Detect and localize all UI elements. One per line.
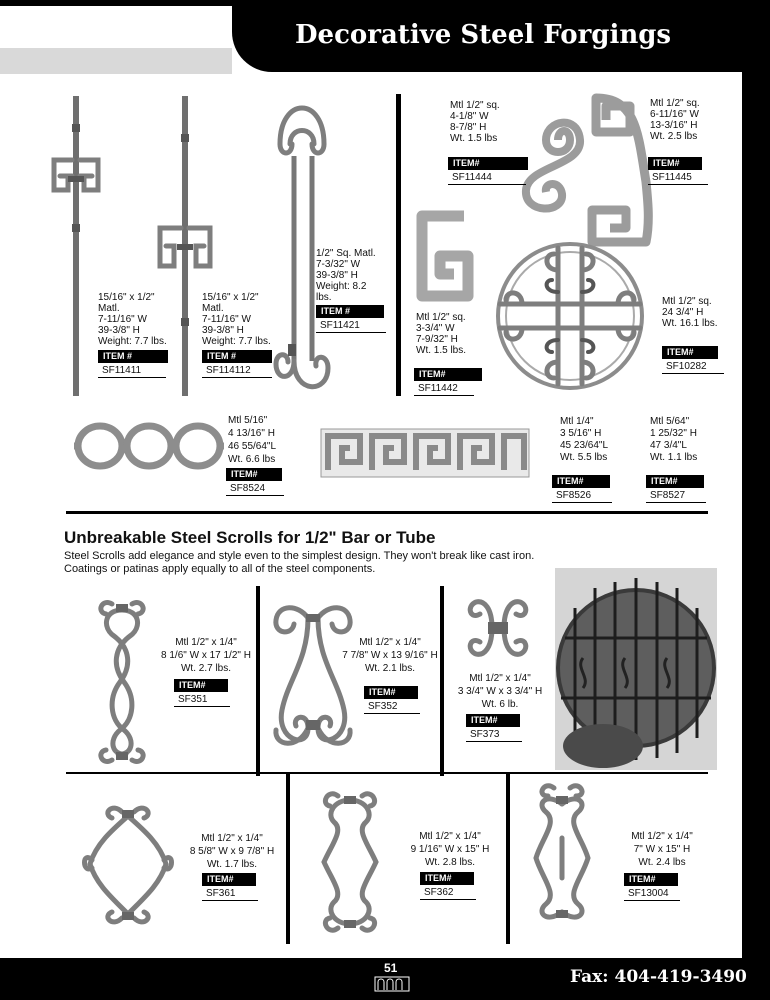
right-border [742,0,770,1000]
sf10282-spec: Mtl 1/2" sq. 24 3/4" H Wt. 16.1 lbs. [662,296,718,329]
sf114112-item-label: ITEM # [202,350,272,363]
section-title: Unbreakable Steel Scrolls for 1/2" Bar or Tube [64,528,436,547]
medallion-sf10282-image [488,240,652,392]
sf11444-item-code: SF11444 [448,171,526,185]
sf362-item-code: SF362 [420,886,476,900]
scroll-sf362-image [310,784,390,940]
sf11421-spec: 1/2" Sq. Matl. 7-3/32" W 39-3/8" H Weight: 8.2 lbs. [316,248,376,303]
divider-vertical-low-2 [506,774,510,944]
sf11411-item-label: ITEM # [98,350,168,363]
scroll-sf352-image [268,600,358,756]
sf352-item-label: ITEM# [364,686,418,699]
ring-chain-sf8524-image [74,420,224,472]
sf8527-item-label: ITEM# [646,475,704,488]
sf11411-item-code: SF11411 [98,364,166,378]
sf13004-item-label: ITEM# [624,873,678,886]
scroll-sf11442-image [412,196,476,306]
scroll-sf351-image [90,596,154,768]
section-description: Steel Scrolls add elegance and style even to the simplest design. They won't break like cast iron. Coatings or patinas apply equally to all of the steel components. [64,550,535,575]
sf11445-item-label: ITEM# [648,157,702,170]
footer-logo-icon [374,976,410,992]
sf11421-item-label: ITEM # [316,305,384,318]
baluster-sf11421-image [272,96,332,396]
divider-horizontal-mid [66,772,708,774]
page-title: Decorative Steel Forgings [295,20,672,50]
header-gray-band [0,48,232,74]
sf362-item-label: ITEM# [420,872,474,885]
sf10282-item-label: ITEM# [662,346,718,359]
baluster-sf11411-image [46,96,106,396]
sf11421-item-code: SF11421 [316,319,386,333]
sf11444-spec: Mtl 1/2" sq. 4-1/8" W 8-7/8" H Wt. 1.5 lbs [450,100,500,144]
sf351-item-label: ITEM# [174,679,228,692]
sf11445-spec: Mtl 1/2" sq. 6-11/16" W 13-3/16" H Wt. 2.5 lbs [650,98,700,142]
greek-key-sf8526-image [320,428,530,478]
sf13004-item-code: SF13004 [624,887,680,901]
sf8524-item-code: SF8524 [226,482,284,496]
circular-window-photo [555,568,717,770]
sf11442-item-code: SF11442 [414,382,474,396]
sf352-spec: Mtl 1/2" x 1/4" 7 7/8" W x 13 9/16" H Wt. 2.1 lbs. [342,637,438,674]
page-number: 51 [384,961,398,975]
divider-horizontal-top [66,511,708,514]
sf8526-item-label: ITEM# [552,475,610,488]
sf11444-item-label: ITEM# [448,157,528,170]
sf373-spec: Mtl 1/2" x 1/4" 3 3/4" W x 3 3/4" H Wt. 6 lb. [457,673,543,710]
sf11442-item-label: ITEM# [414,368,482,381]
sf8526-spec: Mtl 1/4" 3 5/16" H 45 23/64"L Wt. 5.5 lbs [560,416,609,463]
sf8527-spec: Mtl 5/64" 1 25/32" H 47 3/4"L Wt. 1.1 lbs [650,416,698,463]
sf11445-item-code: SF11445 [648,171,708,185]
scroll-sf13004-image [522,778,602,938]
sf114112-spec: 15/16" x 1/2" Matl. 7-11/16" W 39-3/8" H Weight: 7.7 lbs. [202,292,271,347]
divider-vertical-mid-1 [256,586,260,776]
sf13004-spec: Mtl 1/2" x 1/4" 7" W x 15" H Wt. 2.4 lbs [631,831,693,868]
divider-vertical-mid-2 [440,586,444,776]
sf361-item-code: SF361 [202,887,258,901]
divider-vertical-low-1 [286,774,290,944]
sf10282-item-code: SF10282 [662,360,724,374]
sf351-item-code: SF351 [174,693,230,707]
sf11411-spec: 15/16" x 1/2" Matl. 7-11/16" W 39-3/8" H Weight: 7.7 lbs. [98,292,167,347]
sf8526-item-code: SF8526 [552,489,612,503]
sf114112-item-code: SF114112 [202,364,272,378]
divider-vertical-top [396,94,401,396]
sf362-spec: Mtl 1/2" x 1/4" 9 1/16" W x 15" H Wt. 2.8 lbs. [410,831,490,868]
sf11442-spec: Mtl 1/2" sq. 3-3/4" W 7-9/32" H Wt. 1.5 lbs. [416,312,467,356]
scroll-sf361-image [82,800,174,930]
sf8524-item-label: ITEM# [226,468,282,481]
sf351-spec: Mtl 1/2" x 1/4" 8 1/6" W x 17 1/2" H Wt. 2.7 lbs. [161,637,251,674]
sf373-item-code: SF373 [466,728,522,742]
sf8524-spec: Mtl 5/16" 4 13/16" H 46 55/64"L Wt. 6.6 lbs [228,415,277,465]
fax-number: Fax: 404-419-3490 [570,967,747,987]
scroll-sf373-image [462,592,534,664]
sf373-item-label: ITEM# [466,714,520,727]
sf352-item-code: SF352 [364,700,420,714]
sf361-spec: Mtl 1/2" x 1/4" 8 5/8" W x 9 7/8" H Wt. 1.7 lbs. [189,833,275,870]
sf8527-item-code: SF8527 [646,489,706,503]
circular-window-illustration [555,568,717,770]
sf361-item-label: ITEM# [202,873,256,886]
